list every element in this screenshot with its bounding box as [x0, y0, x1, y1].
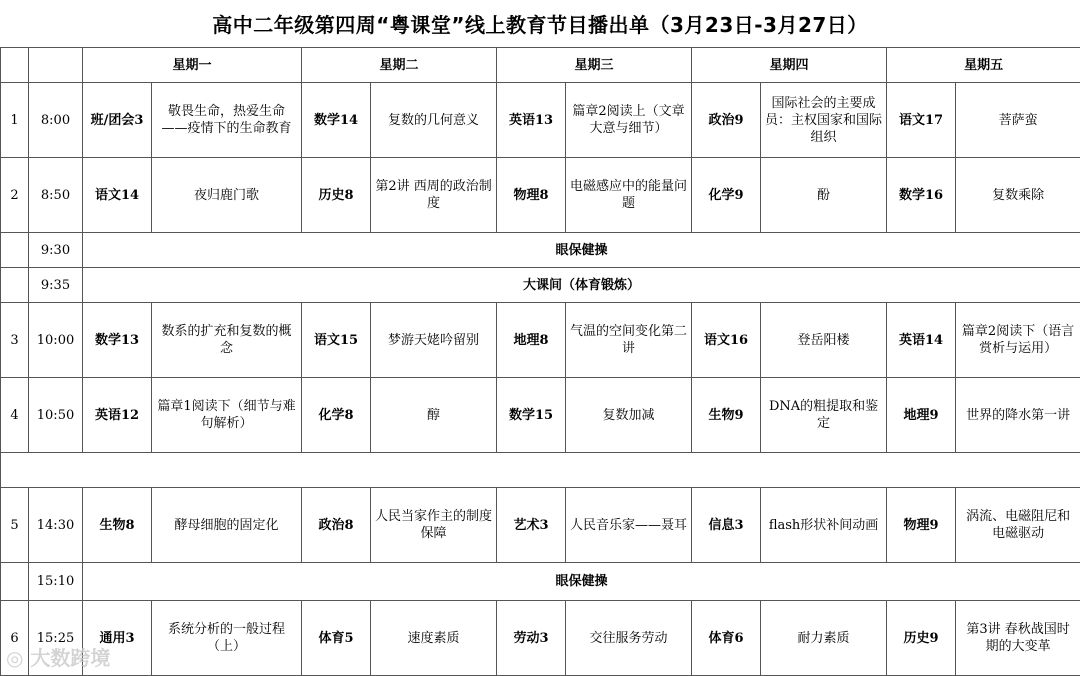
subject-cell: 体育6	[692, 601, 761, 676]
blank-separator	[1, 453, 1080, 488]
day-header: 星期五	[887, 48, 1080, 83]
subject-cell: 体育5	[302, 601, 371, 676]
period-number	[1, 268, 29, 303]
period-time: 10:50	[29, 378, 83, 453]
day-header: 星期四	[692, 48, 887, 83]
table-row	[1, 378, 1080, 453]
subject-cell: 信息3	[692, 488, 761, 563]
subject-cell: 地理9	[887, 378, 956, 453]
period-number: 1	[1, 83, 29, 158]
page-title: 高中二年级第四周“粤课堂”线上教育节目播出单（3月23日-3月27日）	[0, 0, 1080, 47]
table-row	[1, 563, 1080, 601]
period-time: 9:30	[29, 233, 83, 268]
subject-cell: 班/团会3	[83, 83, 152, 158]
period-number: 2	[1, 158, 29, 233]
subject-cell: 英语14	[887, 303, 956, 378]
table-row	[1, 488, 1080, 563]
topic-cell: 敬畏生命，热爱生命——疫情下的生命教育	[152, 83, 302, 158]
period-time: 8:00	[29, 83, 83, 158]
topic-cell: 篇章1阅读下（细节与难句解析）	[152, 378, 302, 453]
subject-cell: 通用3	[83, 601, 152, 676]
period-time: 15:25	[29, 601, 83, 676]
header-blank-num	[1, 48, 29, 83]
topic-cell: 气温的空间变化第二讲	[566, 303, 692, 378]
table-row	[1, 268, 1080, 303]
subject-cell: 物理8	[497, 158, 566, 233]
period-time: 14:30	[29, 488, 83, 563]
topic-cell: 第3讲 春秋战国时期的大变革	[956, 601, 1080, 676]
watermark-logo: ◎ 大数跨境	[6, 642, 110, 671]
topic-cell: 酚	[761, 158, 887, 233]
period-time: 8:50	[29, 158, 83, 233]
subject-cell: 数学14	[302, 83, 371, 158]
day-header: 星期三	[497, 48, 692, 83]
topic-cell: 世界的降水第一讲	[956, 378, 1080, 453]
topic-cell: 耐力素质	[761, 601, 887, 676]
topic-cell: 夜归鹿门歌	[152, 158, 302, 233]
topic-cell: 速度素质	[371, 601, 497, 676]
subject-cell: 地理8	[497, 303, 566, 378]
topic-cell: 涡流、电磁阻尼和电磁驱动	[956, 488, 1080, 563]
subject-cell: 英语13	[497, 83, 566, 158]
topic-cell: 菩萨蛮	[956, 83, 1080, 158]
topic-cell: 篇章2阅读下（语言赏析与运用）	[956, 303, 1080, 378]
topic-cell: 交往服务劳动	[566, 601, 692, 676]
table-row	[1, 453, 1080, 488]
subject-cell: 艺术3	[497, 488, 566, 563]
topic-cell: 第2讲 西周的政治制度	[371, 158, 497, 233]
subject-cell: 语文17	[887, 83, 956, 158]
day-header: 星期二	[302, 48, 497, 83]
header-blank-time	[29, 48, 83, 83]
period-number: 3	[1, 303, 29, 378]
table-row	[1, 233, 1080, 268]
period-number: 4	[1, 378, 29, 453]
break-activity: 大课间（体育锻炼）	[83, 268, 1080, 303]
subject-cell: 化学9	[692, 158, 761, 233]
period-number	[1, 563, 29, 601]
topic-cell: 人民当家作主的制度保障	[371, 488, 497, 563]
subject-cell: 政治9	[692, 83, 761, 158]
topic-cell: 电磁感应中的能量问题	[566, 158, 692, 233]
topic-cell: 人民音乐家——聂耳	[566, 488, 692, 563]
topic-cell: 复数加减	[566, 378, 692, 453]
period-number: 5	[1, 488, 29, 563]
topic-cell: DNA的粗提取和鉴定	[761, 378, 887, 453]
header-row	[1, 48, 1080, 83]
subject-cell: 数学16	[887, 158, 956, 233]
period-time: 9:35	[29, 268, 83, 303]
subject-cell: 劳动3	[497, 601, 566, 676]
period-time: 10:00	[29, 303, 83, 378]
subject-cell: 数学13	[83, 303, 152, 378]
topic-cell: 复数的几何意义	[371, 83, 497, 158]
table-row	[1, 601, 1080, 676]
subject-cell: 数学15	[497, 378, 566, 453]
subject-cell: 历史8	[302, 158, 371, 233]
subject-cell: 历史9	[887, 601, 956, 676]
subject-cell: 语文16	[692, 303, 761, 378]
topic-cell: 篇章2阅读上（文章大意与细节）	[566, 83, 692, 158]
break-activity: 眼保健操	[83, 563, 1080, 601]
topic-cell: flash形状补间动画	[761, 488, 887, 563]
topic-cell: 数系的扩充和复数的概念	[152, 303, 302, 378]
subject-cell: 语文15	[302, 303, 371, 378]
subject-cell: 生物8	[83, 488, 152, 563]
subject-cell: 生物9	[692, 378, 761, 453]
subject-cell: 语文14	[83, 158, 152, 233]
topic-cell: 醇	[371, 378, 497, 453]
subject-cell: 政治8	[302, 488, 371, 563]
table-row	[1, 83, 1080, 158]
period-time: 15:10	[29, 563, 83, 601]
topic-cell: 复数乘除	[956, 158, 1080, 233]
break-activity: 眼保健操	[83, 233, 1080, 268]
topic-cell: 酵母细胞的固定化	[152, 488, 302, 563]
subject-cell: 物理9	[887, 488, 956, 563]
table-row	[1, 303, 1080, 378]
topic-cell: 国际社会的主要成员：主权国家和国际组织	[761, 83, 887, 158]
subject-cell: 英语12	[83, 378, 152, 453]
topic-cell: 系统分析的一般过程（上）	[152, 601, 302, 676]
topic-cell: 梦游天姥吟留别	[371, 303, 497, 378]
table-row	[1, 158, 1080, 233]
schedule-table	[0, 47, 1080, 676]
period-number	[1, 233, 29, 268]
period-number: 6	[1, 601, 29, 676]
topic-cell: 登岳阳楼	[761, 303, 887, 378]
subject-cell: 化学8	[302, 378, 371, 453]
day-header: 星期一	[83, 48, 302, 83]
